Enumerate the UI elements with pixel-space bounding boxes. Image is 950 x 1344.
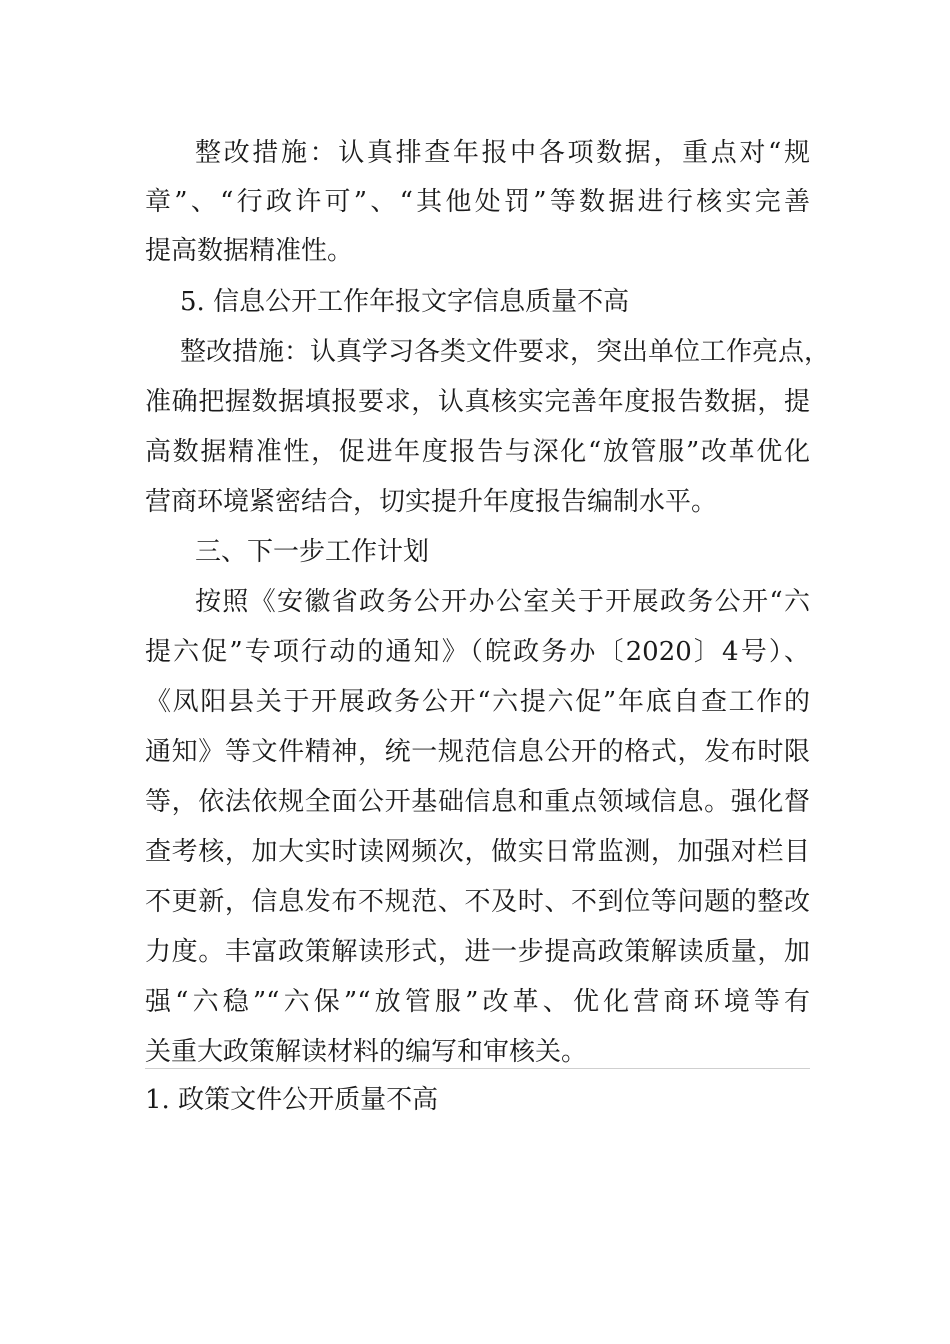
paragraph-plan-line-5: 等，依法依规全面公开基础信息和重点领域信息。强化督: [145, 787, 810, 817]
paragraph-plan-line-9: 强“六稳”“六保”“放管服”改革、优化营商环境等有: [145, 987, 810, 1017]
paragraph-plan-line-10: 关重大政策解读材料的编写和审核关。: [145, 1037, 588, 1067]
paragraph-plan-line-7: 不更新，信息发布不规范、不及时、不到位等问题的整改: [145, 887, 810, 917]
divider-line: [145, 1068, 810, 1069]
paragraph-measure-4-line-1: 整改措施：认真排查年报中各项数据，重点对“规: [195, 138, 810, 168]
paragraph-measure-5-line-3: 高数据精准性，促进年度报告与深化“放管服”改革优化: [145, 437, 810, 467]
paragraph-plan-line-2: 提六促”专项行动的通知》（皖政务办〔2020〕4号）、: [145, 637, 810, 667]
paragraph-measure-5-line-2: 准确把握数据填报要求，认真核实完善年度报告数据，提: [145, 387, 810, 417]
paragraph-plan-line-4: 通知》等文件精神，统一规范信息公开的格式，发布时限: [145, 737, 810, 767]
paragraph-measure-4-line-3: 提高数据精准性。: [145, 236, 354, 266]
paragraph-plan-line-6: 查考核，加大实时读网频次，做实日常监测，加强对栏目: [145, 837, 810, 867]
paragraph-measure-5-line-4: 营商环境紧密结合，切实提升年度报告编制水平。: [145, 487, 718, 517]
paragraph-measure-4-line-2: 章”、“行政许可”、“其他处罚”等数据进行核实完善: [145, 187, 810, 217]
item-1-heading: 1. 政策文件公开质量不高: [145, 1085, 439, 1115]
paragraph-plan-line-8: 力度。丰富政策解读形式，进一步提高政策解读质量，加: [145, 937, 810, 967]
paragraph-plan-line-1: 按照《安徽省政务公开办公室关于开展政务公开“六: [195, 587, 810, 617]
section-3-heading: 三、下一步工作计划: [195, 537, 430, 567]
paragraph-measure-5-line-1: 整改措施：认真学习各类文件要求，突出单位工作亮点，: [180, 337, 830, 367]
item-5-heading: 5. 信息公开工作年报文字信息质量不高: [180, 287, 630, 317]
paragraph-plan-line-3: 《凤阳县关于开展政务公开“六提六促”年底自查工作的: [145, 687, 810, 717]
